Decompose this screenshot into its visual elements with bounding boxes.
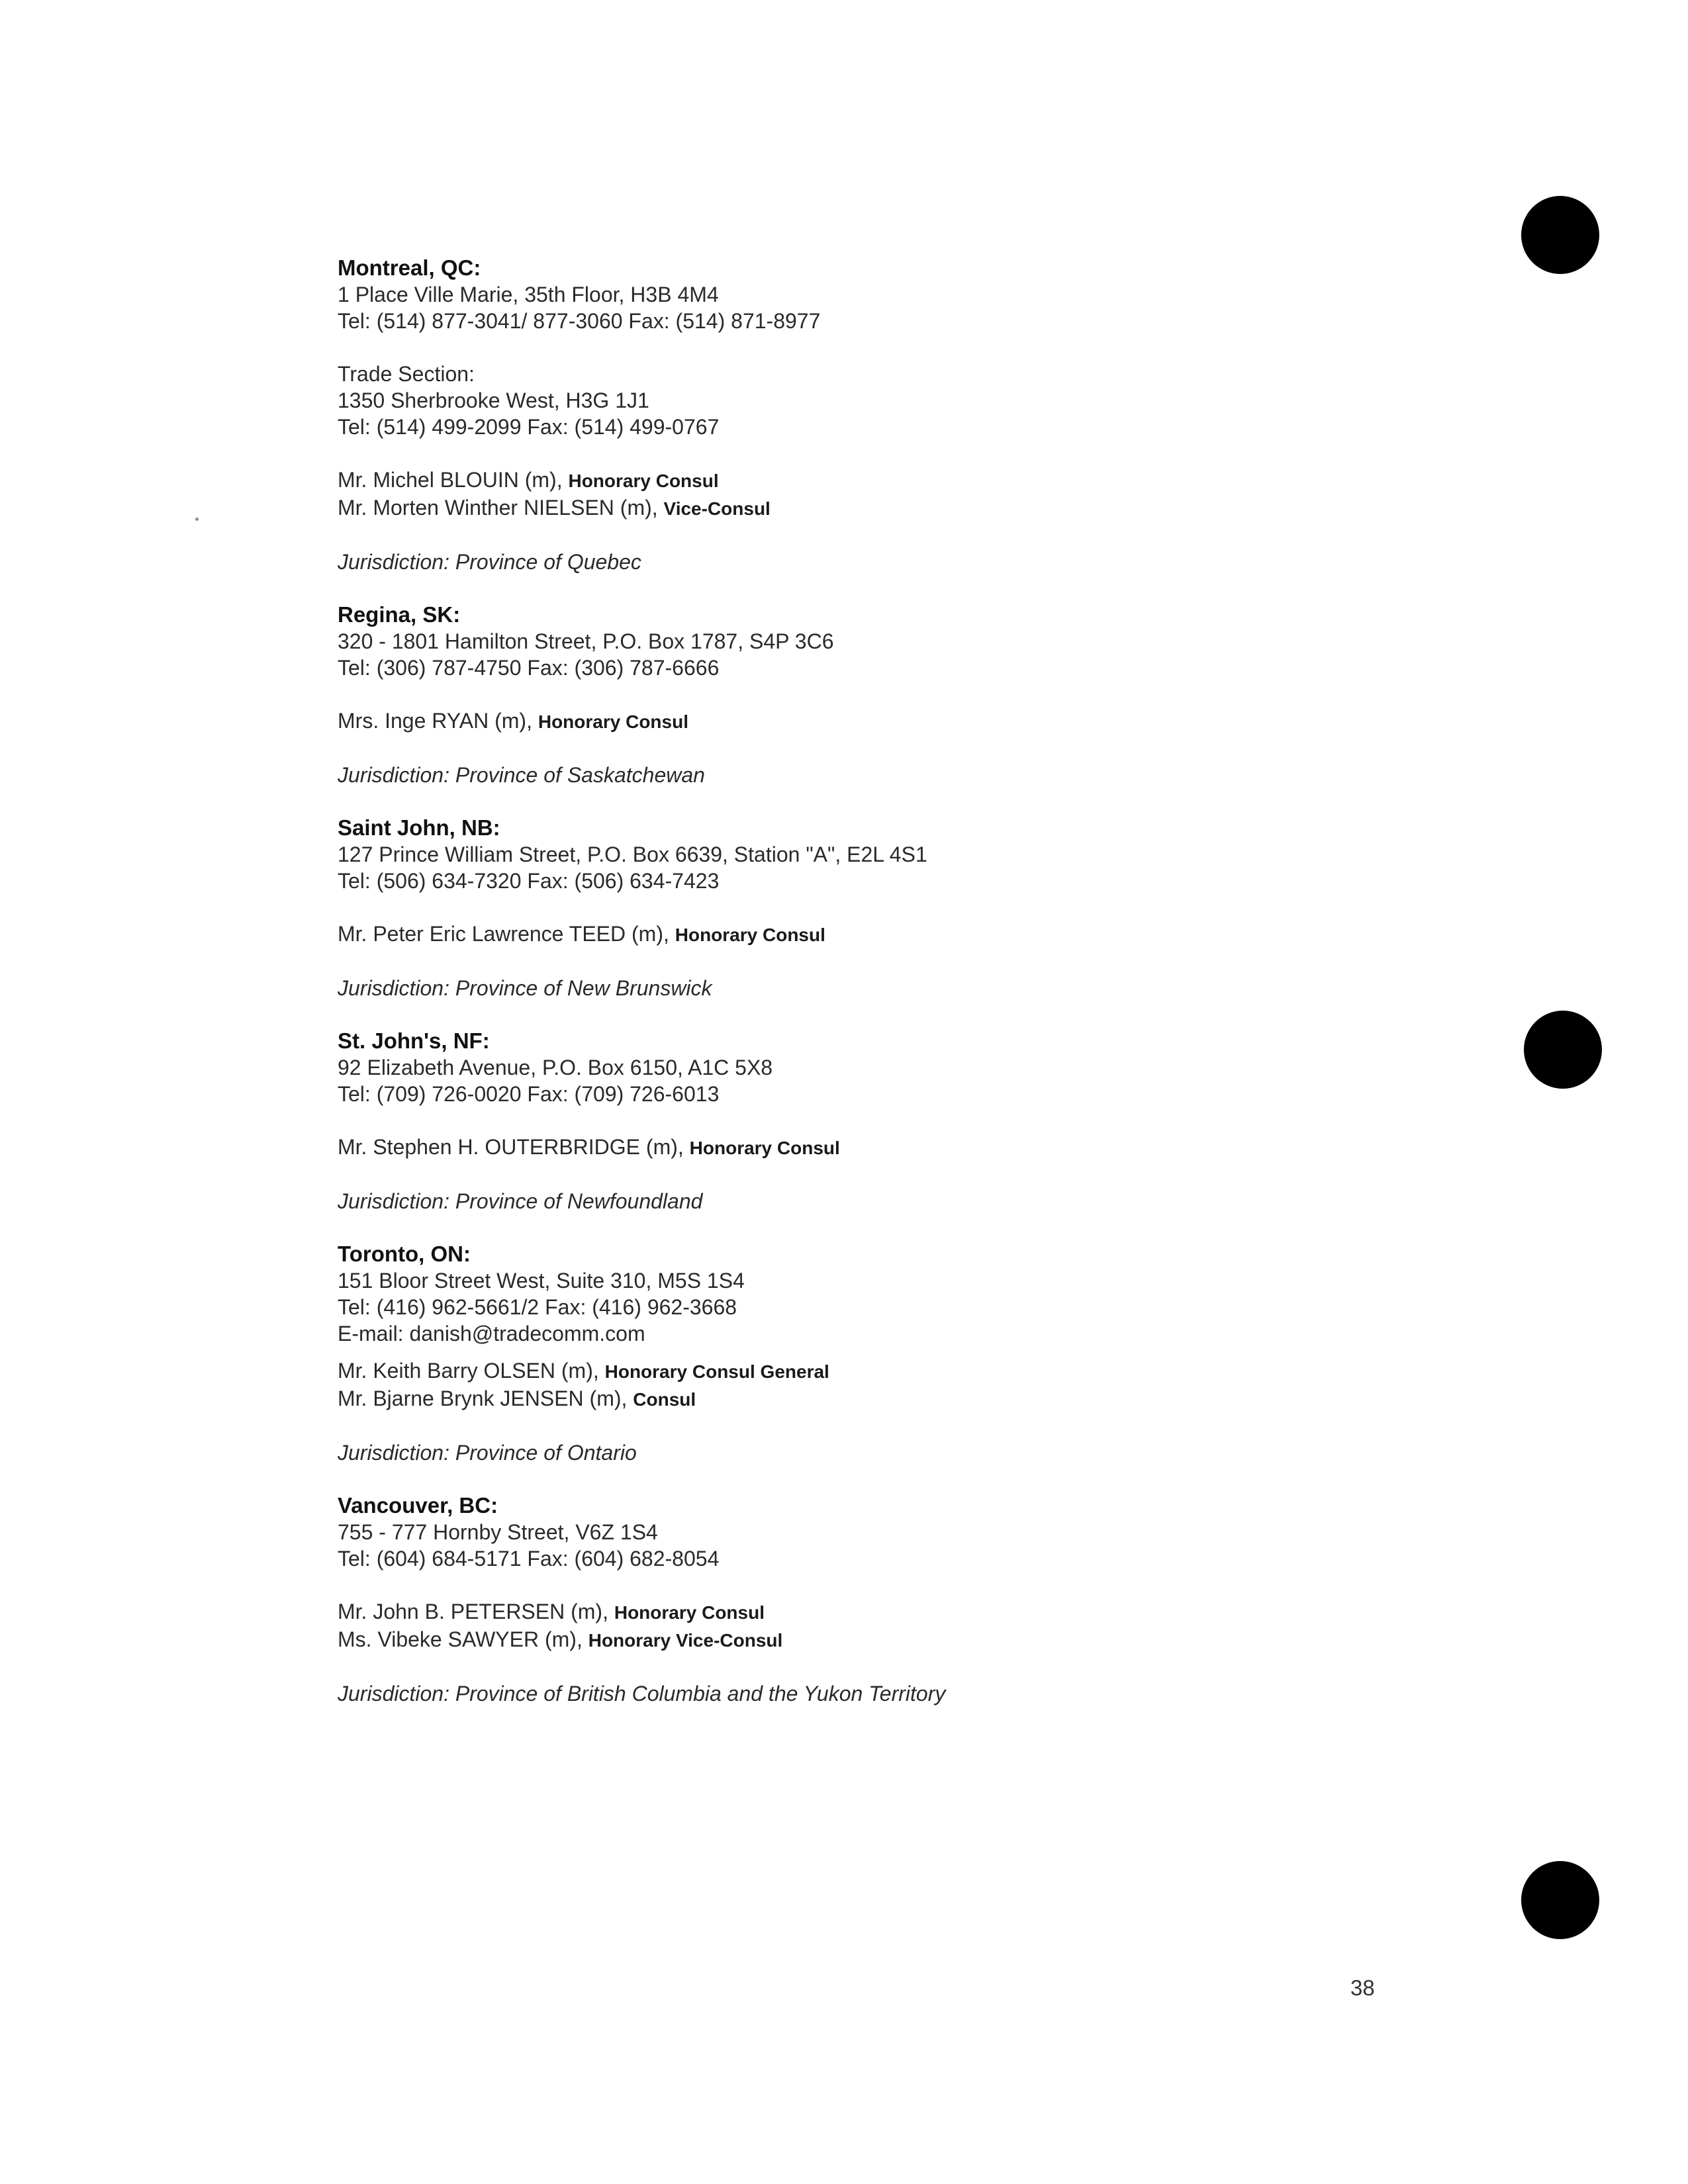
contact-line: Tel: (306) 787-4750 Fax: (306) 787-6666: [338, 656, 720, 680]
jurisdiction: Jurisdiction: Province of Quebec: [338, 550, 641, 574]
staff-name: Ms. Vibeke SAWYER (m),: [338, 1627, 583, 1651]
contact-line: Tel: (416) 962-5661/2 Fax: (416) 962-3668: [338, 1295, 737, 1319]
staff-name: Mr. Stephen H. OUTERBRIDGE (m),: [338, 1135, 684, 1159]
contact-line: Tel: (506) 634-7320 Fax: (506) 634-7423: [338, 869, 720, 893]
staff-entry: [338, 467, 1430, 494]
staff-title: Honorary Consul: [568, 471, 719, 491]
staff-name: Mr. John B. PETERSEN (m),: [338, 1600, 608, 1623]
scan-speck: [195, 518, 199, 521]
address-line: 320 - 1801 Hamilton Street, P.O. Box 1787, S4P 3C6: [338, 629, 834, 653]
office-city: St. John's, NF:: [338, 1028, 490, 1053]
office-regina: [338, 602, 1430, 788]
punch-hole-top: [1521, 196, 1599, 274]
staff-list: [338, 1134, 1430, 1161]
staff-name: Mrs. Inge RYAN (m),: [338, 709, 532, 733]
office-saint-john: [338, 815, 1430, 1001]
staff-list: [338, 707, 1430, 735]
office-toronto: [338, 1241, 1430, 1466]
office-vancouver: [338, 1492, 1430, 1707]
office-montreal: [338, 255, 1430, 575]
punch-hole-middle: [1524, 1011, 1602, 1089]
staff-name: Mr. Peter Eric Lawrence TEED (m),: [338, 922, 669, 946]
staff-entry: [338, 921, 1430, 948]
jurisdiction: Jurisdiction: Province of Ontario: [338, 1441, 637, 1465]
staff-entry: [338, 707, 1430, 735]
staff-entry: [338, 1134, 1430, 1161]
office-city: Toronto, ON:: [338, 1242, 471, 1266]
staff-title: Consul: [633, 1389, 696, 1410]
trade-section-heading: Trade Section:: [338, 362, 475, 386]
office-city: Regina, SK:: [338, 602, 461, 627]
address-line: 755 - 777 Hornby Street, V6Z 1S4: [338, 1520, 658, 1544]
consulate-list: [338, 255, 1430, 1733]
staff-name: Mr. Michel BLOUIN (m),: [338, 468, 563, 492]
staff-title: Honorary Consul General: [604, 1361, 829, 1382]
contact-line: Tel: (604) 684-5171 Fax: (604) 682-8054: [338, 1547, 720, 1570]
staff-entry: [338, 1385, 1430, 1413]
page-number: 38: [1350, 1976, 1375, 2000]
trade-address-line: 1350 Sherbrooke West, H3G 1J1: [338, 388, 649, 412]
jurisdiction: Jurisdiction: Province of Saskatchewan: [338, 763, 705, 787]
staff-list: [338, 1598, 1430, 1654]
office-city: Saint John, NB:: [338, 815, 500, 840]
office-st-johns: [338, 1028, 1430, 1214]
office-city: Vancouver, BC:: [338, 1493, 498, 1518]
staff-name: Mr. Bjarne Brynk JENSEN (m),: [338, 1387, 628, 1410]
jurisdiction: Jurisdiction: Province of British Columbia and the Yukon Territory: [338, 1682, 946, 1706]
staff-list: [338, 1357, 1430, 1413]
staff-title: Honorary Consul: [614, 1602, 765, 1623]
staff-name: Mr. Keith Barry OLSEN (m),: [338, 1359, 599, 1383]
staff-list: [338, 921, 1430, 948]
staff-name: Mr. Morten Winther NIELSEN (m),: [338, 496, 658, 520]
office-city: Montreal, QC:: [338, 255, 481, 280]
staff-title: Honorary Vice-Consul: [588, 1630, 783, 1651]
address-line: 127 Prince William Street, P.O. Box 6639, Station "A", E2L 4S1: [338, 842, 927, 866]
punch-hole-bottom: [1521, 1861, 1599, 1939]
jurisdiction: Jurisdiction: Province of New Brunswick: [338, 976, 712, 1000]
staff-title: Honorary Consul: [538, 711, 688, 732]
contact-line: Tel: (709) 726-0020 Fax: (709) 726-6013: [338, 1082, 720, 1106]
address-line: 1 Place Ville Marie, 35th Floor, H3B 4M4: [338, 283, 719, 306]
staff-title: Vice-Consul: [663, 498, 771, 519]
staff-title: Honorary Consul: [689, 1138, 840, 1158]
email-line: E-mail: danish@tradecomm.com: [338, 1322, 645, 1345]
staff-entry: [338, 1626, 1430, 1654]
address-line: 151 Bloor Street West, Suite 310, M5S 1S4: [338, 1269, 745, 1293]
contact-line: Tel: (514) 877-3041/ 877-3060 Fax: (514) 871-8977: [338, 309, 821, 333]
staff-entry: [338, 1598, 1430, 1626]
staff-list: [338, 467, 1430, 522]
address-line: 92 Elizabeth Avenue, P.O. Box 6150, A1C 5X8: [338, 1056, 773, 1079]
trade-contact-line: Tel: (514) 499-2099 Fax: (514) 499-0767: [338, 415, 720, 439]
staff-entry: [338, 494, 1430, 522]
staff-title: Honorary Consul: [675, 925, 825, 945]
jurisdiction: Jurisdiction: Province of Newfoundland: [338, 1189, 703, 1213]
staff-entry: [338, 1357, 1430, 1385]
